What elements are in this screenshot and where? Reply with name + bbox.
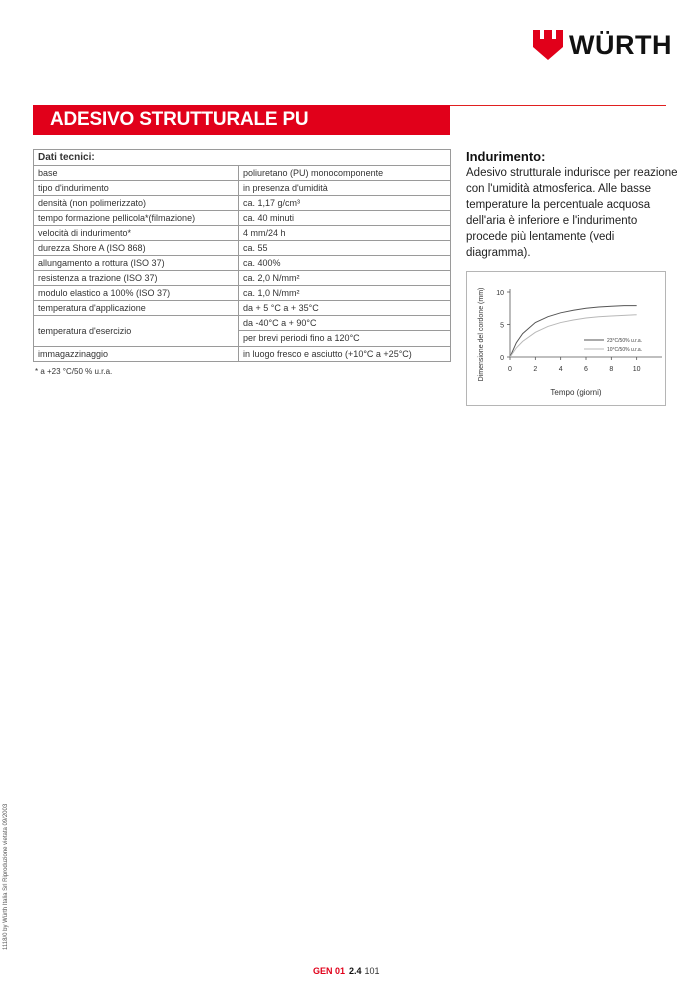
row-label: immagazzinaggio — [34, 347, 239, 362]
row-label: tempo formazione pellicola*(filmazione) — [34, 211, 239, 226]
page-footer — [313, 966, 380, 976]
row-label: base — [34, 166, 239, 181]
row-value-line: da -40°C a + 90°C — [243, 318, 317, 328]
row-value — [239, 316, 451, 347]
x-tick-label: 4 — [558, 366, 563, 373]
curing-chart — [466, 271, 666, 406]
x-tick-label: 6 — [584, 366, 588, 373]
y-axis-label: Dimensione del cordone (mm) — [478, 287, 485, 382]
wurth-logo — [531, 28, 671, 62]
row-label: temperatura d'esercizio — [34, 316, 239, 347]
curing-text: Adesivo strutturale indurisce per reazione con l'umidità atmosferica. Alle basse temperature la percentuale acquosa dell'aria è inferiore e l'indurimento procede più lentamente (vedi diagramma). — [466, 167, 678, 259]
legend-label: 10°C/50% u.r.a. — [607, 347, 643, 353]
x-tick-label: 2 — [533, 366, 538, 373]
table-row — [34, 316, 451, 347]
y-tick-label: 5 — [500, 322, 504, 330]
brand-name: WÜRTH — [569, 30, 672, 60]
row-value-line: per brevi periodi fino a 120°C — [239, 330, 450, 346]
table-row — [34, 256, 451, 271]
row-value: in luogo fresco e asciutto (+10°C a +25°C) — [239, 347, 451, 362]
x-tick-label: 8 — [609, 366, 614, 373]
footer-gen: GEN 01 — [313, 966, 346, 976]
row-value: da + 5 °C a + 35°C — [239, 301, 451, 316]
x-axis-label: Tempo (giorni) — [550, 388, 602, 397]
table-row — [34, 166, 451, 181]
table-footnote: * a +23 °C/50 % u.r.a. — [35, 367, 113, 376]
row-label: modulo elastico a 100% (ISO 37) — [34, 286, 239, 301]
table-row — [34, 211, 451, 226]
x-tick-label: 10 — [632, 366, 641, 373]
x-tick-label: 0 — [508, 366, 512, 373]
y-tick-label: 0 — [500, 355, 504, 362]
curing-title: Indurimento: — [466, 149, 546, 164]
row-label: allungamento a rottura (ISO 37) — [34, 256, 239, 271]
table-header-row — [34, 150, 451, 166]
table-row — [34, 226, 451, 241]
row-value: ca. 2,0 N/mm² — [239, 271, 451, 286]
row-label: densità (non polimerizzato) — [34, 196, 239, 211]
row-value: ca. 40 minuti — [239, 211, 451, 226]
row-value: in presenza d'umidità — [239, 181, 451, 196]
row-label: durezza Shore A (ISO 868) — [34, 241, 239, 256]
product-title: ADESIVO STRUTTURALE PU — [33, 105, 450, 135]
row-value: ca. 1,17 g/cm³ — [239, 196, 451, 211]
header-rule — [450, 105, 666, 106]
row-label: temperatura d'applicazione — [34, 301, 239, 316]
wurth-logo-icon — [531, 28, 565, 62]
footer-section: 2.4 — [349, 966, 362, 976]
row-value: ca. 1,0 N/mm² — [239, 286, 451, 301]
tech-data-table — [33, 149, 451, 362]
row-value: poliuretano (PU) monocomponente — [239, 166, 451, 181]
row-value: ca. 55 — [239, 241, 451, 256]
table-row — [34, 271, 451, 286]
legend-label: 23°C/50% u.r.a. — [607, 338, 643, 344]
row-label: resistenza a trazione (ISO 37) — [34, 271, 239, 286]
row-value: 4 mm/24 h — [239, 226, 451, 241]
side-copyright: 1118/0 by Würth Italia Srl Riproduzione vietata 09/2003 — [3, 803, 9, 950]
table-row — [34, 286, 451, 301]
row-label: tipo d'indurimento — [34, 181, 239, 196]
table-row — [34, 301, 451, 316]
footer-page-number: 101 — [364, 966, 380, 976]
table-row — [34, 347, 451, 362]
table-row — [34, 241, 451, 256]
chart-svg — [467, 272, 667, 407]
table-row — [34, 181, 451, 196]
row-label: velocità di indurimento* — [34, 226, 239, 241]
table-row — [34, 196, 451, 211]
y-tick-label: 10 — [496, 290, 504, 297]
row-value: ca. 400% — [239, 256, 451, 271]
table-header: Dati tecnici: — [34, 150, 451, 166]
